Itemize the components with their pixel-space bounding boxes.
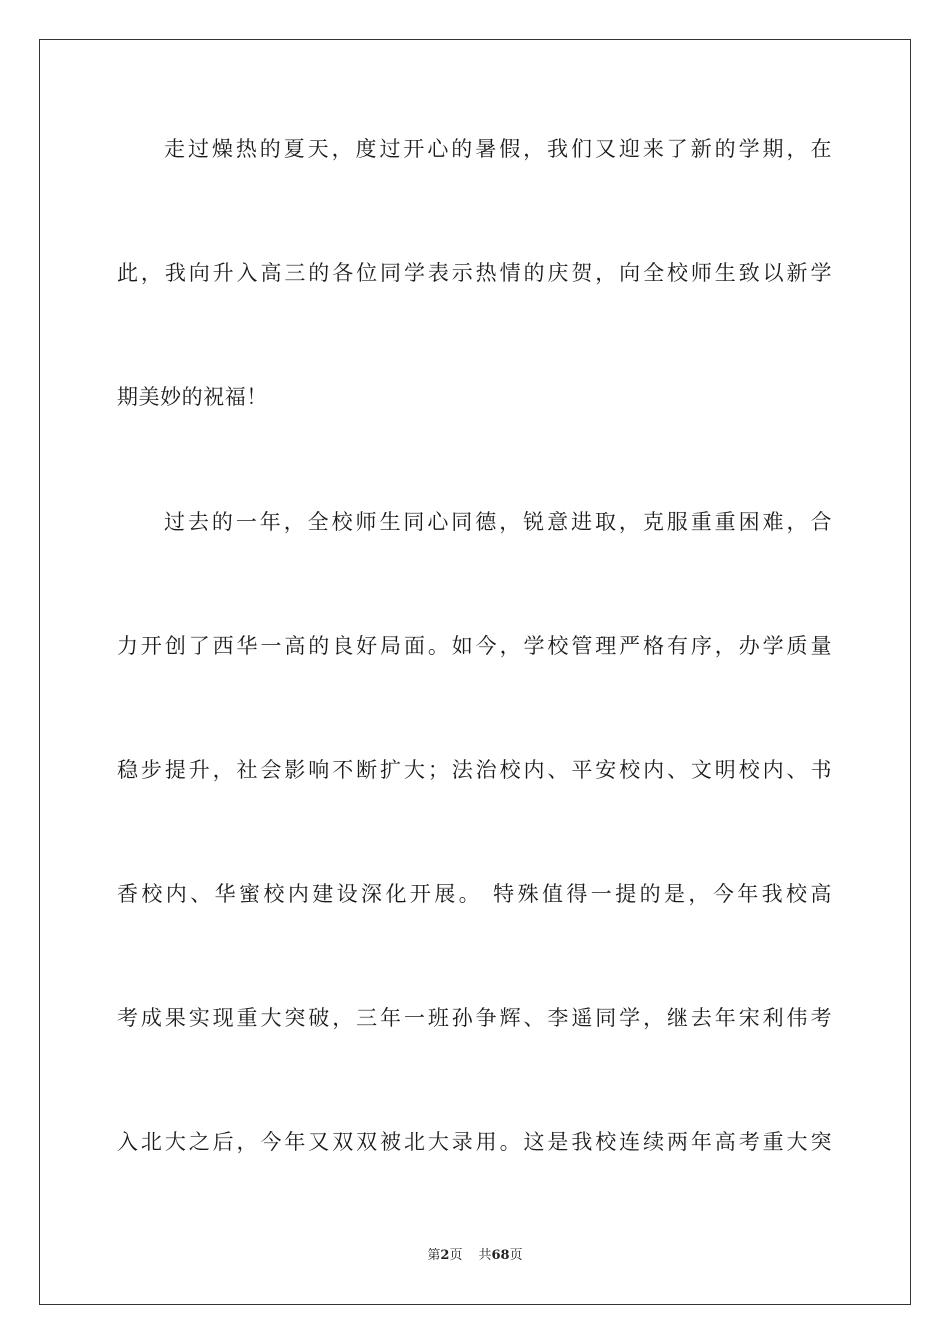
page-suffix: 页 [449, 1248, 463, 1263]
page-footer [0, 1247, 950, 1265]
paragraph-2-line-4: 香校内、华蜜校内建设深化开展。 特殊值得一提的是，今年我校高 [117, 882, 832, 906]
paragraph-2-line-1: 过去的一年，全校师生同心同德，锐意进取，克服重重困难，合 [164, 510, 832, 534]
paragraph-2-line-6: 入北大之后，今年又双双被北大录用。这是我校连续两年高考重大突 [117, 1130, 832, 1154]
paragraph-2-line-5: 考成果实现重大突破，三年一班孙争辉、李遥同学，继去年宋利伟考 [117, 1006, 832, 1030]
page-border [39, 39, 911, 1305]
total-prefix: 共 [478, 1248, 492, 1263]
page-prefix: 第 [427, 1248, 441, 1263]
paragraph-1-line-2: 此，我向升入高三的各位同学表示热情的庆贺，向全校师生致以新学 [117, 261, 832, 285]
paragraph-2-line-3: 稳步提升，社会影响不断扩大；法治校内、平安校内、文明校内、书 [117, 758, 832, 782]
paragraph-1-line-3: 期美妙的祝福！ [117, 385, 268, 409]
paragraph-1-line-1: 走过燥热的夏天，度过开心的暑假，我们又迎来了新的学期，在 [164, 137, 832, 161]
paragraph-2-line-2: 力开创了西华一高的良好局面。如今，学校管理严格有序，办学质量 [117, 634, 832, 658]
total-pages: 68 [491, 1248, 510, 1263]
page-number: 2 [440, 1248, 450, 1263]
total-suffix: 页 [509, 1248, 523, 1263]
